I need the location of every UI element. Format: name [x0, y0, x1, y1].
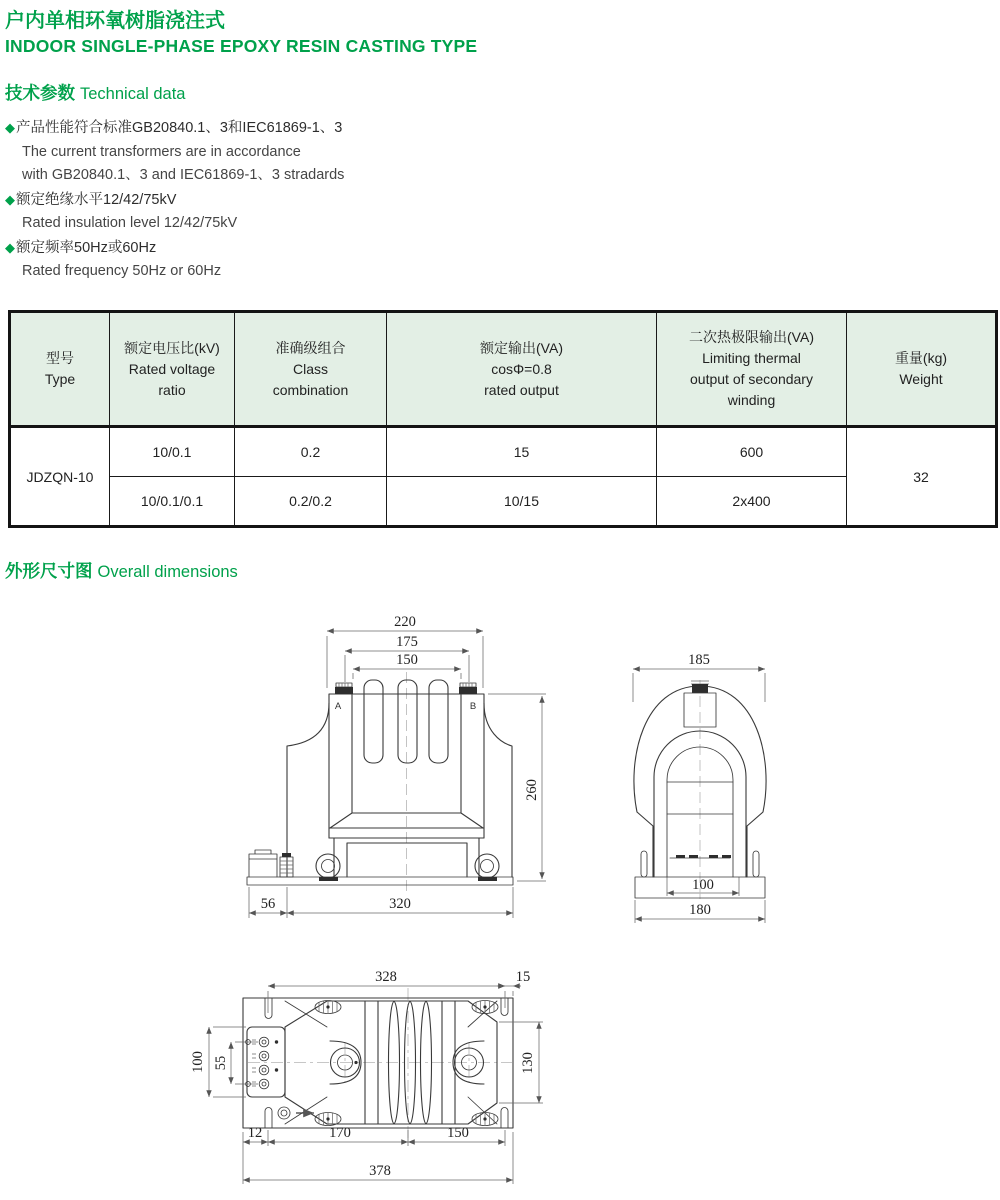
table-header-row [10, 312, 997, 427]
col-type-zh: 型号 [46, 350, 74, 366]
dim-plan-right-height: 130 [520, 1052, 536, 1074]
dim-plan-seg2: 150 [447, 1125, 469, 1141]
terminal-bolt-b [459, 683, 477, 694]
dim-front-height: 260 [524, 779, 540, 801]
bullet-frequency-zh: 额定频率50Hz或60Hz [16, 239, 157, 256]
page-title-en: INDOOR SINGLE-PHASE EPOXY RESIN CASTING TYPE [5, 36, 478, 56]
clamp-screw-icon [472, 1001, 498, 1014]
side-view-drawing [618, 640, 908, 935]
col-weight-zh: 重量(kg) [894, 350, 948, 366]
table-row [10, 427, 997, 477]
plan-view-drawing [188, 950, 618, 1198]
doc-header [5, 8, 477, 58]
col-output-zh: 额定输出(VA) [480, 339, 563, 356]
side-view-body [634, 680, 766, 906]
cell-ratio-1: 10/0.1 [110, 427, 235, 477]
cell-thermal-2: 2x400 [657, 477, 847, 527]
dim-plan-left-height: 100 [190, 1051, 206, 1073]
cell-weight: 32 [847, 427, 997, 527]
bullet-insulation-zh: 额定绝缘水平12/42/75kV [16, 191, 177, 208]
cell-output-2: 10/15 [387, 477, 657, 527]
bullet-frequency-en: Rated frequency 50Hz or 60Hz [22, 263, 222, 279]
bullet-insulation [5, 188, 344, 236]
dim-front-base-main: 320 [389, 896, 411, 912]
col-output-en1: cosΦ=0.8 [491, 360, 552, 377]
clamp-screw-icon [315, 1113, 341, 1126]
dims-heading-en: Overall dimensions [97, 563, 238, 581]
secondary-terminal-box [246, 1027, 285, 1097]
front-view-drawing [228, 608, 560, 944]
dim-plan-seg1: 170 [329, 1125, 351, 1141]
col-class-en2: combination [272, 381, 349, 398]
col-thermal-en2: output of secondary [690, 371, 813, 387]
tech-heading-zh: 技术参数 [5, 83, 75, 103]
bullet-standards-zh: 产品性能符合标准GB20840.1、3和IEC61869-1、3 [16, 120, 343, 136]
terminal-bolt-a [335, 683, 353, 694]
col-ratio-en2: ratio [158, 381, 186, 398]
bullet-standards [5, 116, 344, 188]
col-header-ratio [110, 312, 235, 427]
dim-side-base-outer: 180 [689, 902, 711, 918]
cell-thermal-1: 600 [657, 427, 847, 477]
dim-side-top-width: 185 [688, 652, 710, 668]
bullet-insulation-en: Rated insulation level 12/42/75kV [22, 215, 238, 231]
col-thermal-zh: 二次热极限输出(VA) [689, 329, 814, 345]
col-header-type [10, 312, 110, 427]
col-ratio-en1: Rated voltage [128, 360, 216, 377]
dim-side-base-inner: 100 [692, 877, 714, 893]
clamp-screw-icon [472, 1113, 498, 1126]
col-weight-en: Weight [899, 371, 943, 387]
col-class-zh: 准确级组合 [275, 339, 346, 356]
clamp-screw-icon [315, 1001, 341, 1014]
dim-plan-top-right: 15 [515, 969, 531, 985]
bullet-standards-en2: with GB20840.1、3 and IEC61869-1、3 stradards [22, 167, 345, 183]
plan-view-body [243, 988, 513, 1138]
dim-plan-total: 378 [369, 1163, 391, 1179]
tech-heading-en: Technical data [80, 85, 186, 103]
dims-section-heading [5, 558, 238, 583]
terminal-label-b: B [469, 701, 477, 712]
cell-output-1: 15 [387, 427, 657, 477]
tech-bullet-list [5, 116, 344, 284]
cell-class-2: 0.2/0.2 [235, 477, 387, 527]
bullet-frequency [5, 236, 344, 284]
dim-front-width-inner: 150 [396, 652, 418, 668]
page-title-zh: 户内单相环氧树脂浇注式 [5, 10, 225, 32]
cell-ratio-2: 10/0.1/0.1 [110, 477, 235, 527]
dim-plan-term-pitch: 55 [213, 1055, 229, 1071]
col-output-en2: rated output [484, 381, 559, 398]
col-header-output [387, 312, 657, 427]
front-view-dimensions [249, 614, 546, 918]
dims-heading-zh: 外形尺寸图 [5, 561, 93, 581]
dim-front-base-left: 56 [260, 896, 276, 912]
col-ratio-zh: 额定电压比(kV) [124, 339, 220, 356]
diamond-bullet-icon: ◆ [5, 191, 15, 207]
col-header-thermal [657, 312, 847, 427]
terminal-label-a: A [334, 701, 342, 712]
bullet-standards-en1: The current transformers are in accordance [22, 143, 301, 160]
cell-type: JDZQN-10 [10, 427, 110, 527]
col-type-en: Type [44, 371, 76, 387]
tech-section-heading [5, 80, 186, 105]
col-thermal-en3: winding [727, 392, 776, 408]
col-header-weight [847, 312, 997, 427]
diamond-bullet-icon: ◆ [5, 239, 15, 255]
diamond-bullet-icon: ◆ [5, 120, 15, 135]
col-header-class [235, 312, 387, 427]
col-class-en1: Class [292, 360, 328, 377]
technical-data-table [8, 310, 998, 528]
dim-front-width-mid: 175 [396, 634, 418, 650]
col-thermal-en1: Limiting thermal [702, 350, 801, 366]
cell-class-1: 0.2 [235, 427, 387, 477]
dim-plan-top-width: 328 [375, 969, 397, 985]
dim-plan-off1: 12 [247, 1125, 263, 1141]
dim-front-width-outer: 220 [394, 614, 416, 630]
front-view-body [247, 672, 513, 891]
